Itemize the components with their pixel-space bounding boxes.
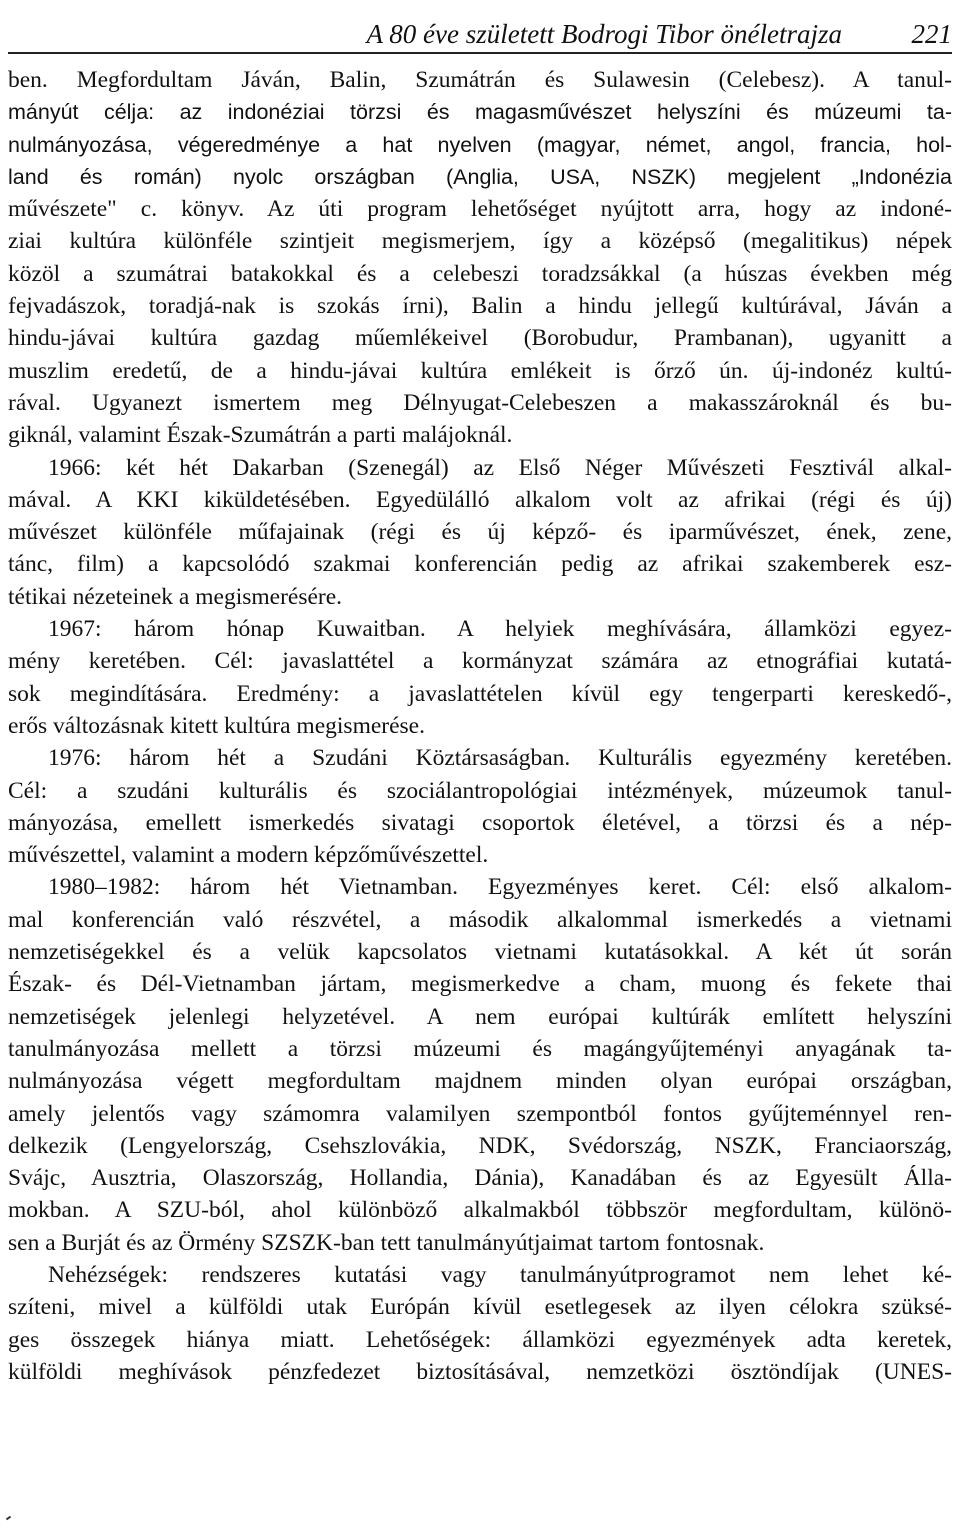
text-line: muszlim eredetű, de a hindu-jávai kultúra emlékeit is őrző ún. új-indonéz kultú- <box>8 357 952 384</box>
text-line: mény keretében. Cél: javaslattétel a kormányzat számára az etnográfiai kutatá- <box>8 648 952 675</box>
text-line: ziai kultúra különféle szintjeit megismerjem, így a középső (megalitikus) népek <box>8 228 952 255</box>
text-line: közöl a szumátrai batakokkal és a celebeszi toradzsákkal (a húszas években még <box>8 260 952 287</box>
text-line: mányút célja: az indonéziai törzsi és magasművészet helyszíni és múzeumi ta- <box>8 100 952 125</box>
text-line: művészete" c. könyv. Az úti program lehetőséget nyújtott arra, hogy az indoné- <box>8 196 952 223</box>
text-line: nulmányozása végett megfordultam majdnem minden olyan európai országban, <box>8 1068 952 1095</box>
text-line: erős változásnak kitett kultúra megismerése. <box>8 712 425 739</box>
text-line: tétikai nézeteinek a megismerésére. <box>8 583 343 610</box>
running-header <box>8 20 952 48</box>
text-line: land és román) nyolc országban (Anglia, USA, NSZK) megjelent „Indonézia <box>8 164 952 189</box>
text-line: mal konferencián való részvétel, a második alkalommal ismerkedés a vietnami <box>8 906 952 933</box>
text-line: ben. Megfordultam Jáván, Balin, Szumátrán és Sulawesin (Celebesz). A tanul- <box>8 67 952 93</box>
header-divider <box>8 52 952 54</box>
text-line: nulmányozása, végeredménye a hat nyelven (magyar, német, angol, francia, hol- <box>8 132 952 157</box>
page-body <box>8 64 952 1388</box>
text-line: sok megindítására. Eredmény: a javaslattételen kívül egy tengerparti kereskedő-, <box>8 680 952 707</box>
text-line: hindu-jávai kultúra gazdag műemlékeivel (Borobudur, Prambanan), ugyanitt a <box>8 325 952 352</box>
text-line: tánc, film) a kapcsolódó szakmai konferencián pedig az afrikai szakemberek esz- <box>8 551 952 578</box>
paragraph-first-line: 1967: három hónap Kuwaitban. A helyiek meghívására, államközi egyez- <box>48 616 952 643</box>
running-title: A 80 éve született Bodrogi Tibor önéletrajza <box>366 19 842 49</box>
text-line: tanulmányozása mellett a törzsi múzeumi és magángyűjteményi anyagának ta- <box>8 1035 952 1062</box>
text-line: külföldi meghívások pénzfedezet biztosításával, nemzetközi ösztöndíjak (UNES- <box>8 1358 952 1385</box>
page-number: 221 <box>911 19 952 49</box>
text-line: Svájc, Ausztria, Olaszország, Hollandia, Dánia), Kanadában és az Egyesült Álla- <box>8 1165 952 1192</box>
text-line: Cél: a szudáni kulturális és szociálantropológiai intézmények, múzeumok tanul- <box>8 777 952 804</box>
text-line: amely jelentős vagy számomra valamilyen szempontból fontos gyűjteménnyel ren- <box>8 1100 952 1127</box>
text-line: Észak- és Dél-Vietnamban jártam, megismerkedve a cham, muong és fekete thai <box>8 971 952 998</box>
text-line: giknál, valamint Észak-Szumátrán a parti malájoknál. <box>8 422 513 449</box>
text-line: fejvadászok, toradjá-nak is szokás írni), Balin a hindu jellegű kultúrával, Jáván a <box>8 293 952 320</box>
text-line: mokban. A SZU-ból, ahol különböző alkalmakból többször megfordultam, különö- <box>8 1197 952 1224</box>
text-line: sen a Burját és az Örmény SZSZK-ban tett tanulmányútjaimat tartom fontosnak. <box>8 1229 765 1256</box>
paragraph-first-line: 1966: két hét Dakarban (Szenegál) az Első Néger Művészeti Fesztivál alkal- <box>48 454 952 481</box>
scan-artifact-mark <box>6 1516 11 1521</box>
text-line: művészet különféle műfajainak (régi és új képző- és iparművészet, ének, zene, <box>8 519 952 546</box>
text-line: nemzetiségek jelenlegi helyzetével. A nem európai kultúrák említett helyszíni <box>8 1003 952 1030</box>
text-line: mányozása, emellett ismerkedés sivatagi csoportok életével, a törzsi és a nép- <box>8 809 952 836</box>
text-line: művészettel, valamint a modern képzőművészettel. <box>8 842 489 869</box>
paragraph-first-line: 1980–1982: három hét Vietnamban. Egyezményes keret. Cél: első alkalom- <box>48 874 952 901</box>
text-line: nemzetiségekkel és a velük kapcsolatos vietnami kutatásokkal. A két út során <box>8 939 952 966</box>
paragraph-first-line: 1976: három hét a Szudáni Köztársaságban. Kulturális egyezmény keretében. <box>48 745 952 772</box>
paragraph-first-line: Nehézségek: rendszeres kutatási vagy tanulmányútprogramot nem lehet ké- <box>48 1261 952 1288</box>
text-line: rával. Ugyanezt ismertem meg Délnyugat-Celebeszen a makasszároknál és bu- <box>8 389 952 416</box>
text-line: delkezik (Lengyelország, Csehszlovákia, NDK, Svédország, NSZK, Franciaország, <box>8 1132 952 1159</box>
text-line: ges összegek hiánya miatt. Lehetőségek: államközi egyezmények adta keretek, <box>8 1326 952 1353</box>
text-line: szíteni, mivel a külföldi utak Európán kívül esetlegesek az ilyen célokra szüksé- <box>8 1294 952 1321</box>
text-line: mával. A KKI kiküldetésében. Egyedülálló alkalom volt az afrikai (régi és új) <box>8 486 952 513</box>
